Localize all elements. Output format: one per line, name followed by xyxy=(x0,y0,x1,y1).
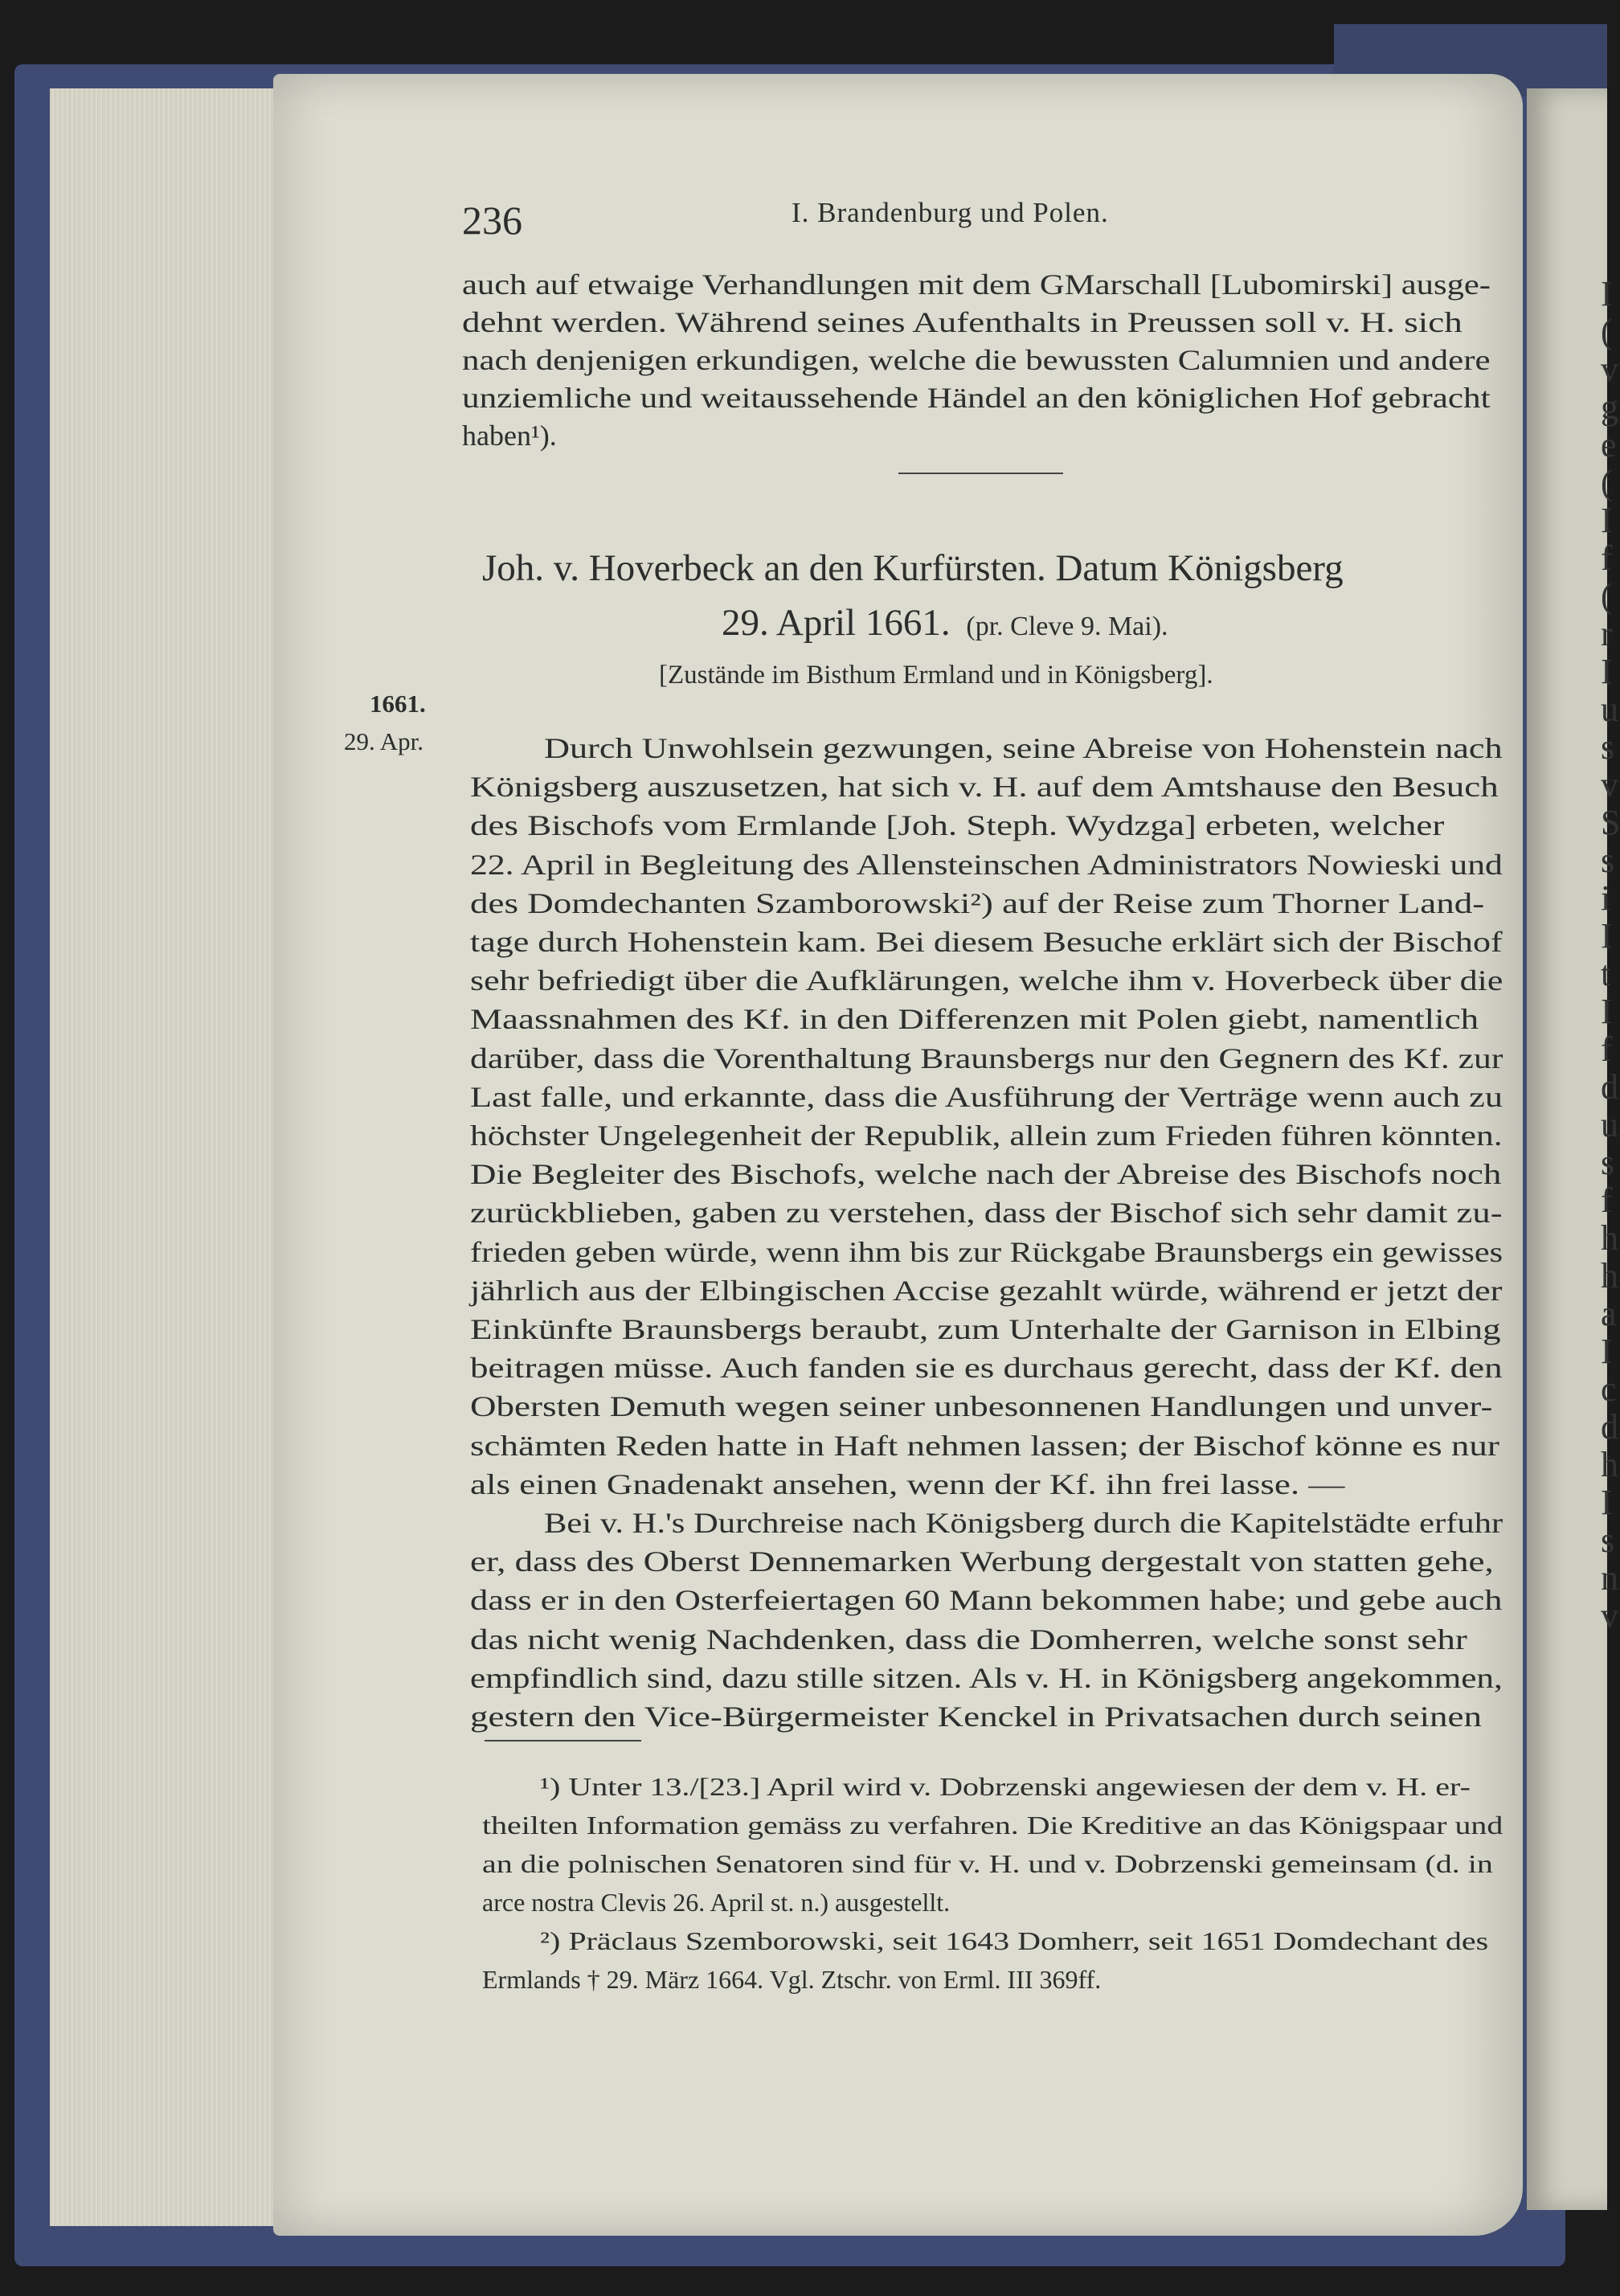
next-page-glyph: I xyxy=(1601,501,1613,540)
document-title-line1: Joh. v. Hoverbeck an den Kurfürsten. Datum Königsberg xyxy=(482,547,1344,589)
page-edges xyxy=(50,88,291,2226)
next-page-glyph: s xyxy=(1601,1143,1615,1182)
body-line: Bei v. H.'s Durchreise nach Königsberg durch die Kapitelstädte erfuhr xyxy=(544,1507,1503,1539)
body-line: beitragen müsse. Auch fanden sie es durchaus gerecht, dass der Kf. den xyxy=(470,1352,1503,1385)
next-page-glyph: f xyxy=(1601,1181,1613,1220)
next-page-glyph: t xyxy=(1601,954,1611,993)
intro-line: nach denjenigen erkundigen, welche die bewussten Calumnien und andere xyxy=(462,344,1491,376)
body-line: als einen Gnadenakt ansehen, wenn der Kf. ihn frei lasse. — xyxy=(470,1467,1345,1500)
body-line: er, dass des Oberst Dennemarken Werbung dergestalt von statten gehe, xyxy=(470,1545,1494,1578)
body-line: sehr befriedigt über die Aufklärungen, welche ihm v. Hoverbeck über die xyxy=(470,964,1503,997)
next-page-glyph: d xyxy=(1601,1407,1618,1447)
body-line: dass er in den Osterfeiertagen 60 Mann bekommen habe; und gebe auch xyxy=(470,1584,1503,1617)
intro-line: haben¹). xyxy=(462,420,557,452)
body-line: höchster Ungelegenheit der Republik, allein zum Frieden führen könnten. xyxy=(470,1119,1503,1152)
next-page-glyph: n xyxy=(1601,1558,1618,1598)
next-page-glyph: I xyxy=(1601,1332,1613,1371)
next-page-glyph: I xyxy=(1601,274,1613,313)
body-line: zurückblieben, gaben zu verstehen, dass der Bischof sich sehr damit zu- xyxy=(470,1197,1503,1230)
body-line: darüber, dass die Vorenthaltung Braunsbergs nur den Gegnern des Kf. zur xyxy=(470,1042,1503,1074)
next-page-glyph: s xyxy=(1601,841,1615,880)
body-line: schämten Reden hatte in Haft nehmen lassen; der Bischof könne es nur xyxy=(470,1429,1499,1462)
next-page-glyph: v xyxy=(1601,765,1618,804)
body-line: des Domdechanten Szamborowski²) auf der Reise zum Thorner Land- xyxy=(470,886,1485,919)
body-line: Die Begleiter des Bischofs, welche nach der Abreise des Bischofs noch xyxy=(470,1158,1502,1191)
next-page-glyph: h xyxy=(1601,1256,1618,1295)
document-subtitle: [Zustände im Bisthum Ermland und in Königsberg]. xyxy=(659,661,1213,690)
body-line: Maassnahmen des Kf. in den Differenzen mit Polen giebt, namentlich xyxy=(470,1003,1479,1036)
next-page-glyph: I xyxy=(1601,1483,1613,1522)
next-page-glyph: ( xyxy=(1601,576,1613,616)
next-page-glyph: v xyxy=(1601,1596,1618,1635)
body-line: empfindlich sind, dazu stille sitzen. Als v. H. in Königsberg angekommen, xyxy=(470,1661,1503,1694)
footnote-line: ¹) Unter 13./[23.] April wird v. Dobrzenski angewiesen der dem v. H. er- xyxy=(540,1772,1471,1801)
next-page-glyph: i xyxy=(1601,878,1611,918)
body-line: Einkünfte Braunsbergs beraubt, zum Unterhalte der Garnison in Elbing xyxy=(470,1313,1501,1345)
footnote-line: ²) Präclaus Szemborowski, seit 1643 Domherr, seit 1651 Domdechant des xyxy=(540,1926,1489,1955)
next-page-glyph: d xyxy=(1601,1067,1618,1107)
next-page-glyph: h xyxy=(1601,1218,1618,1258)
body-line: Königsberg auszusetzen, hat sich v. H. auf dem Amtshause den Besuch xyxy=(470,771,1499,804)
body-line: 22. April in Begleitung des Allensteinschen Administrators Nowieski und xyxy=(470,848,1503,881)
body-line: Obersten Demuth wegen seiner unbesonnenen Handlungen und unver- xyxy=(470,1390,1493,1423)
next-page-glyph: v xyxy=(1601,350,1618,389)
next-page-glyph: ( xyxy=(1601,312,1613,351)
body-line: jährlich aus der Elbingischen Accise gezahlt würde, während er jetzt der xyxy=(470,1274,1503,1307)
next-page-glyph: u xyxy=(1601,690,1618,729)
running-title: I. Brandenburg und Polen. xyxy=(792,197,1109,228)
document-date: 29. April 1661. xyxy=(722,602,951,644)
body-line: des Bischofs vom Ermlande [Joh. Steph. Wydzga] erbeten, welcher xyxy=(470,809,1445,842)
footnote-line: theilten Information gemäss zu verfahren. Die Kreditive an das Königspaar und xyxy=(482,1811,1503,1840)
receipt-note: (pr. Cleve 9. Mai). xyxy=(966,612,1168,641)
footnote-line: an die polnischen Senatoren sind für v. H. und v. Dobrzenski gemeinsam (d. in xyxy=(482,1849,1493,1878)
body-line: frieden geben würde, wenn ihm bis zur Rückgabe Braunsbergs ein gewisses xyxy=(470,1235,1503,1268)
next-page-glyph: I xyxy=(1601,652,1613,691)
intro-line: dehnt werden. Während seines Aufenthalts in Preussen soll v. H. sich xyxy=(462,306,1462,338)
next-page-glyph: r xyxy=(1601,614,1613,653)
next-page-glyph: S xyxy=(1601,803,1620,842)
next-page-glyph: h xyxy=(1601,1445,1618,1484)
intro-line: unziemliche und weitaussehende Händel an den königlichen Hof gebracht xyxy=(462,382,1491,414)
next-page-glyph: ( xyxy=(1601,463,1613,502)
footnote-line: Ermlands † 29. März 1664. Vgl. Ztschr. von Erml. III 369ff. xyxy=(482,1965,1102,1994)
body-line: Last falle, und erkannte, dass die Ausführung der Verträge wenn auch zu xyxy=(470,1080,1503,1113)
page-number: 236 xyxy=(462,198,522,243)
next-page-glyph: c xyxy=(1601,1369,1617,1409)
next-page-glyph: u xyxy=(1601,1105,1618,1144)
section-divider xyxy=(898,473,1063,474)
next-page-glyph: s xyxy=(1601,727,1615,767)
next-page-glyph: I xyxy=(1601,916,1613,956)
next-page-glyph: I xyxy=(1601,992,1613,1031)
footnote-line: arce nostra Clevis 26. April st. n.) ausgestellt. xyxy=(482,1888,951,1917)
next-page-glyph: a xyxy=(1601,1294,1617,1333)
next-page-glyph: s xyxy=(1601,1520,1615,1560)
body-line: Durch Unwohlsein gezwungen, seine Abreise von Hohenstein nach xyxy=(544,732,1503,764)
document-title-line2 xyxy=(722,601,1168,645)
next-page-glyph: g xyxy=(1601,387,1618,427)
margin-year: 1661. xyxy=(370,690,426,718)
margin-date: 29. Apr. xyxy=(344,727,424,755)
intro-line: auch auf etwaige Verhandlungen mit dem GMarschall [Lubomirski] ausge- xyxy=(462,268,1491,301)
footnote-rule xyxy=(485,1740,641,1741)
body-line: das nicht wenig Nachdenken, dass die Domherren, welche sonst sehr xyxy=(470,1623,1467,1655)
next-page-edge xyxy=(1527,88,1620,2210)
body-line: gestern den Vice-Bürgermeister Kenckel in Privatsachen durch seinen xyxy=(470,1701,1482,1733)
next-page-glyph: f xyxy=(1601,538,1613,578)
next-page-glyph: e xyxy=(1601,425,1617,465)
body-line: tage durch Hohenstein kam. Bei diesem Besuche erklärt sich der Bischof xyxy=(470,926,1503,958)
next-page-glyph: f xyxy=(1601,1029,1613,1069)
